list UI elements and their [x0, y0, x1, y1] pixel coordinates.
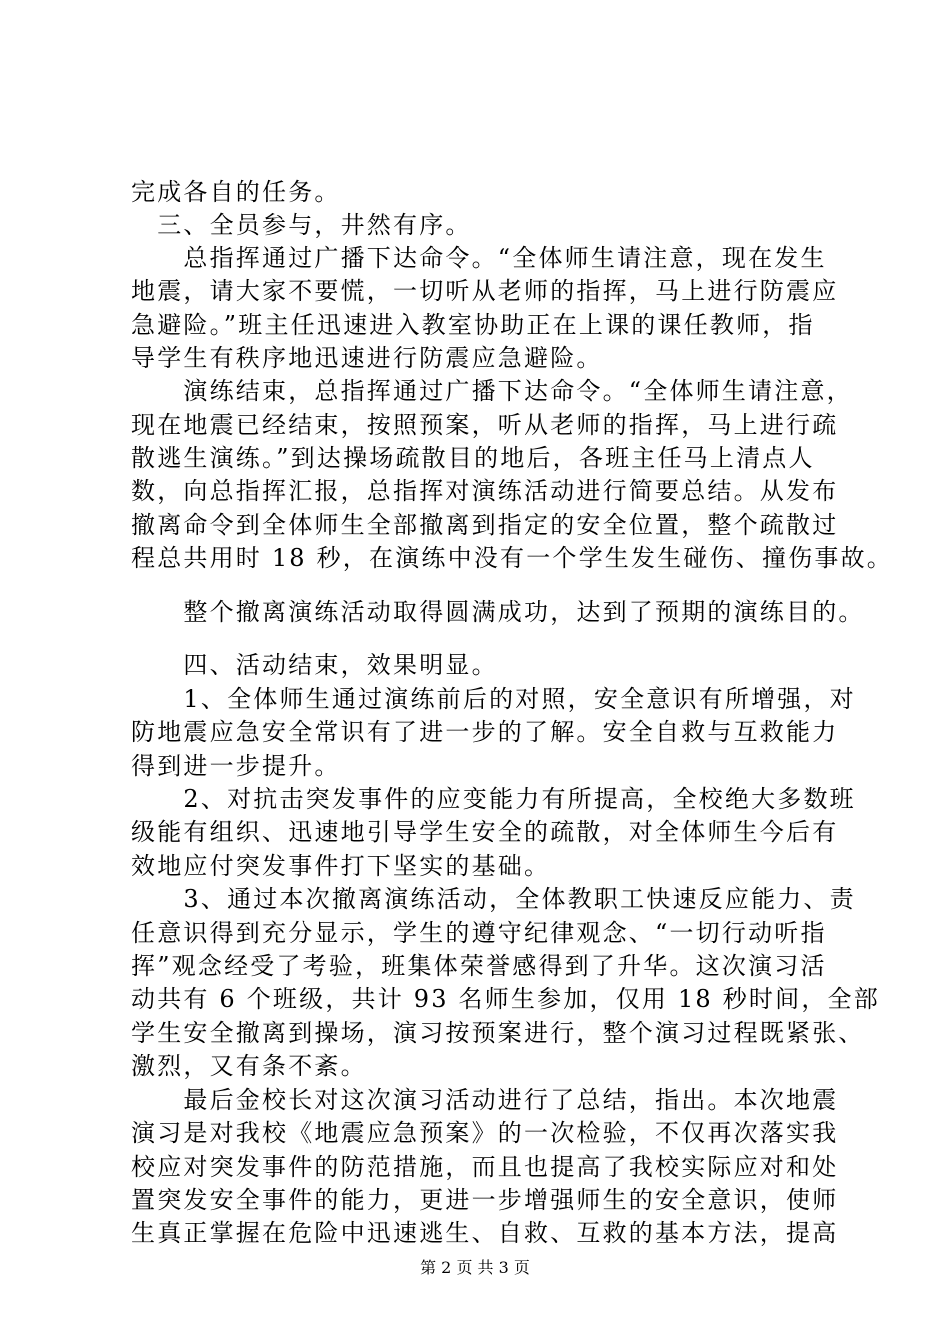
text-line: 1、全体师生通过演练前后的对照，安全意识有所增强，对 — [131, 685, 856, 713]
text-line: 得到进一步提升。 — [131, 752, 341, 780]
text-line: 散逃生演练。”到达操场疏散目的地后，各班主任马上清点人 — [131, 444, 815, 472]
text-line: 导学生有秩序地迅速进行防震应急避险。 — [131, 344, 603, 372]
text-line: 总指挥通过广播下达命令。“全体师生请注意，现在发生 — [131, 244, 827, 272]
section-heading: 四、活动结束，效果明显。 — [131, 651, 498, 679]
text-line: 完成各自的任务。 — [131, 178, 341, 206]
text-line: 2、对抗击突发事件的应变能力有所提高，全校绝大多数班 — [131, 785, 856, 813]
text-line: 地震，请大家不要慌，一切听从老师的指挥，马上进行防震应 — [131, 277, 839, 305]
text-line: 演练结束，总指挥通过广播下达命令。“全体师生请注意， — [131, 377, 853, 405]
text-line: 生真正掌握在危险中迅速逃生、自救、互救的基本方法，提高 — [131, 1219, 839, 1247]
text-line: 撤离命令到全体师生全部撤离到指定的安全位置，整个疏散过 — [131, 511, 839, 539]
text-line: 任意识得到充分显示，学生的遵守纪律观念、“一切行动听指 — [131, 919, 827, 947]
text-line: 最后金校长对这次演习活动进行了总结，指出。本次地震 — [131, 1086, 839, 1114]
text-line: 数，向总指挥汇报，总指挥对演练活动进行简要总结。从发布 — [131, 477, 839, 505]
text-line: 整个撤离演练活动取得圆满成功，达到了预期的演练目的。 — [131, 598, 865, 626]
text-line: 校应对突发事件的防范措施，而且也提高了我校实际应对和处 — [131, 1153, 839, 1181]
text-line: 效地应付突发事件打下坚实的基础。 — [131, 852, 551, 880]
text-line: 激烈，又有条不紊。 — [131, 1052, 367, 1080]
text-line: 现在地震已经结束，按照预案，听从老师的指挥，马上进行疏 — [131, 411, 839, 439]
text-line: 演习是对我校《地震应急预案》的一次检验，不仅再次落实我 — [131, 1119, 839, 1147]
text-line: 动共有 6 个班级，共计 93 名师生参加，仅用 18 秒时间，全部 — [131, 985, 880, 1013]
text-line: 置突发安全事件的能力，更进一步增强师生的安全意识，使师 — [131, 1186, 839, 1214]
page-footer: 第 2 页 共 3 页 — [420, 1258, 530, 1277]
text-line: 急避险。”班主任迅速进入教室协助正在上课的课任教师，指 — [131, 311, 815, 339]
text-line: 级能有组织、迅速地引导学生安全的疏散，对全体师生今后有 — [131, 818, 839, 846]
text-line: 学生安全撤离到操场，演习按预案进行，整个演习过程既紧张、 — [131, 1019, 865, 1047]
text-line: 挥”观念经受了考验，班集体荣誉感得到了升华。这次演习活 — [131, 952, 827, 980]
text-line: 3、通过本次撤离演练活动，全体教职工快速反应能力、责 — [131, 885, 856, 913]
text-line: 程总共用时 18 秒，在演练中没有一个学生发生碰伤、撞伤事故。 — [131, 544, 893, 572]
section-heading: 三、全员参与，井然有序。 — [131, 211, 472, 239]
text-line: 防地震应急安全常识有了进一步的了解。安全自救与互救能力 — [131, 718, 839, 746]
